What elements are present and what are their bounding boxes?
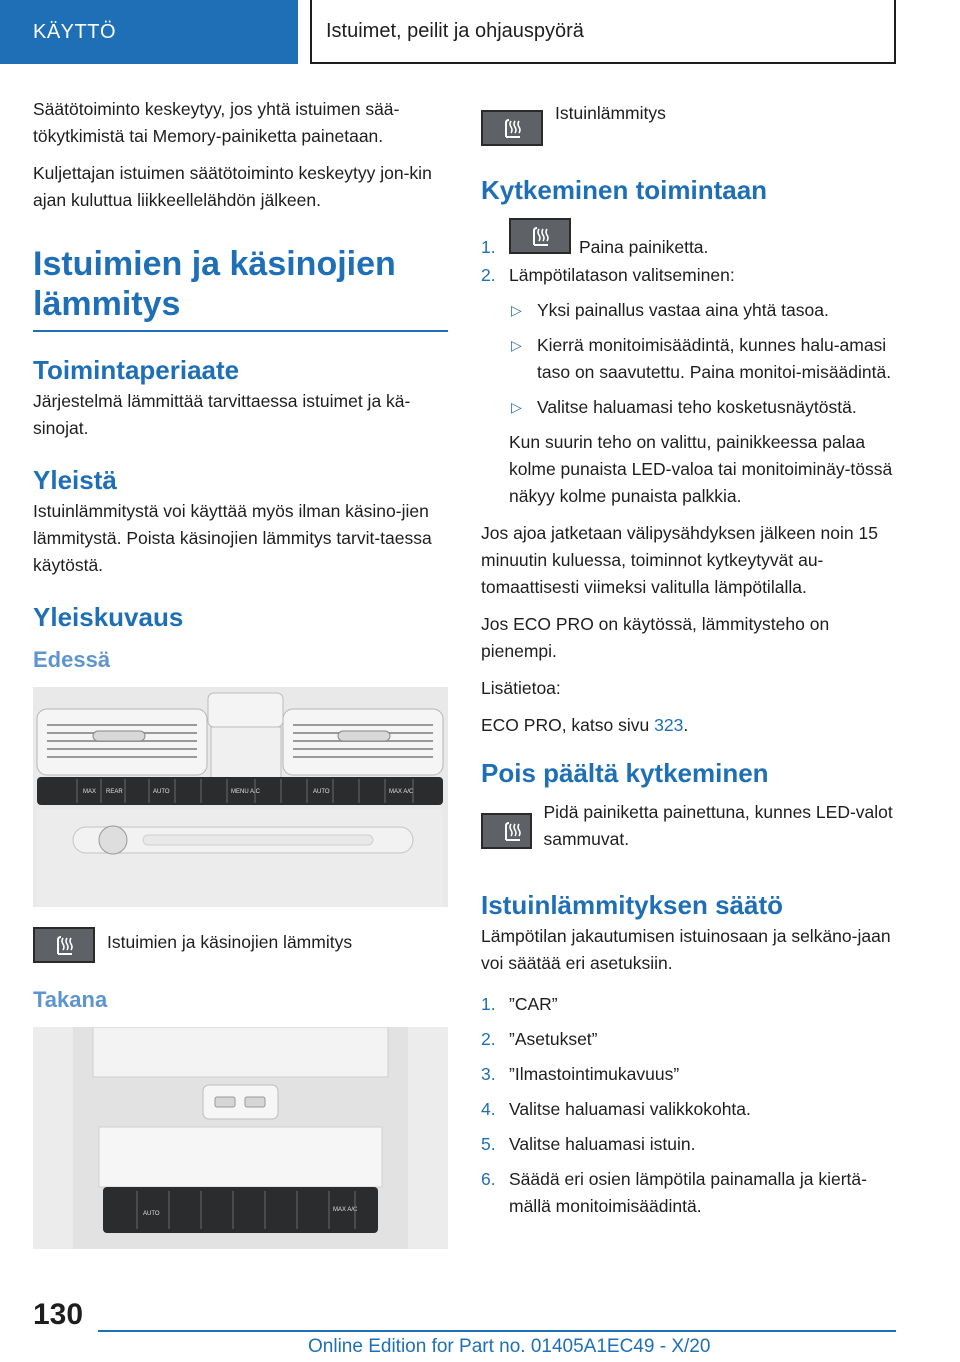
subsection-title: Kytkeminen toimintaan [481,175,768,205]
triangle-bullet-icon: ▷ [511,337,522,353]
triangle-bullet-icon: ▷ [511,399,522,415]
front-btn-label: AUTO [313,789,330,795]
seat-heating-icon [509,218,571,254]
list-item: 4. Valitse haluamasi valikkokohta. [481,1099,751,1119]
paragraph: Säätötoiminto keskeytyy, jos yhtä istuimen sää-tökytkimistä tai Memory-painiketta painetaan. [33,99,400,146]
paragraph: Lämpötilan jakautumisen istuinosaan ja selkäno-jaan voi säätää eri asetuksiin. [481,926,891,973]
bullet-list [509,297,896,421]
section-title: Istuimien ja käsinojien lämmitys [33,244,448,332]
subheading: Edessä [33,647,111,672]
paragraph: Jos ajoa jatketaan välipysähdyksen jälkeen noin 15 minuutin kuluessa, toiminnot kytkeytyvät au-tomaattisesti viimeksi valitulla lämpötilalla. [481,523,878,597]
list-item: 3. ”Ilmastointimukavuus” [481,1064,680,1084]
front-console-photo [33,687,448,907]
left-column [33,96,448,1249]
front-btn-label: MAX [83,789,97,795]
list-item: 5. Valitse haluamasi istuin. [481,1134,696,1154]
subsection-title: Pois päältä kytkeminen [481,758,769,788]
subsection-title: Yleiskuvaus [33,602,184,632]
seat-heating-icon [33,927,95,963]
paragraph: Järjestelmä lämmittää tarvittaessa istuimet ja kä-sinojat. [33,391,411,438]
list-item: ▷ Yksi painallus vastaa aina yhtä tasoa. [509,297,896,324]
icon-caption-row [481,100,896,146]
step-text: Paina painiketta. [579,237,709,257]
right-column [481,100,896,1228]
subsection-title: Istuinlämmityksen säätö [481,890,783,920]
paragraph: Kun suurin teho on valittu, painikkeessa palaa kolme punaista LED-valoa tai monitoiminäy-tössä näkyy kolme punaista palkkia. [509,432,893,506]
front-btn-label: AUTO [153,789,170,795]
triangle-bullet-icon: ▷ [511,302,522,318]
list-item [481,218,896,257]
list-item: ▷ Valitse haluamasi teho kosketusnäytöstä. [509,394,896,421]
subsection-title: Yleistä [33,465,117,495]
subheading: Takana [33,987,108,1012]
seat-heating-icon [481,813,532,849]
header-chapter: Istuimet, peilit ja ohjauspyörä [310,0,896,64]
step-text: Lämpötilatason valitseminen: [509,265,735,285]
front-btn-label: MAX A/C [389,789,414,795]
steps-list [481,991,896,1220]
footer-edition: Online Edition for Part no. 01405A1EC49 - X/20 [308,1336,711,1357]
page-number: 130 [33,1298,84,1331]
step-number: 1. [481,237,496,257]
front-console-illustration [33,687,448,907]
icon-caption-row [33,927,448,963]
paragraph: Istuinlämmitystä voi käyttää myös ilman käsino-jien lämmitystä. Poista käsinojien lämmitys tarvit-taessa käytöstä. [33,501,432,575]
paragraph: Jos ECO PRO on käytössä, lämmitysteho on pienempi. [481,614,830,661]
steps-list [481,218,896,289]
front-btn-label: REAR [106,789,123,795]
paragraph: ECO PRO, katso sivu 323. [481,715,689,735]
rear-console-photo [33,1027,448,1249]
paragraph: Kuljettajan istuimen säätötoiminto keskeytyy jon-kin ajan kuluttua liikkeellelähdön jälkeen. [33,163,432,210]
icon-caption: Pidä painiketta painettuna, kunnes LED-valot sammuvat. [543,802,893,849]
front-btn-label: MENU A/C [231,789,261,795]
list-item [481,262,896,289]
list-item: 2. ”Asetukset” [481,1029,598,1049]
icon-caption: Istuinlämmitys [555,103,666,123]
footer-divider [98,1330,896,1332]
icon-caption: Istuimien ja käsinojien lämmitys [107,932,353,952]
seat-heating-icon [481,110,543,146]
list-item: 1. ”CAR” [481,994,558,1014]
list-item: ▷ Kierrä monitoimisäädintä, kunnes halu-amasi taso on saavutettu. Paina monitoi-misäädintä. [509,332,896,386]
list-item: 6. Säädä eri osien lämpötila painamalla ja kiertä-mällä monitoimisäädintä. [481,1169,867,1216]
header-section: KÄYTTÖ [0,0,298,64]
icon-caption-row [481,799,896,853]
page-link[interactable]: 323 [654,715,684,735]
rear-btn-label: MAX A/C [333,1207,358,1213]
step-number: 2. [481,265,496,285]
rear-btn-label: AUTO [143,1211,160,1217]
subsection-title: Toimintaperiaate [33,355,240,385]
paragraph: Lisätietoa: [481,678,561,698]
rear-console-illustration [33,1027,448,1249]
